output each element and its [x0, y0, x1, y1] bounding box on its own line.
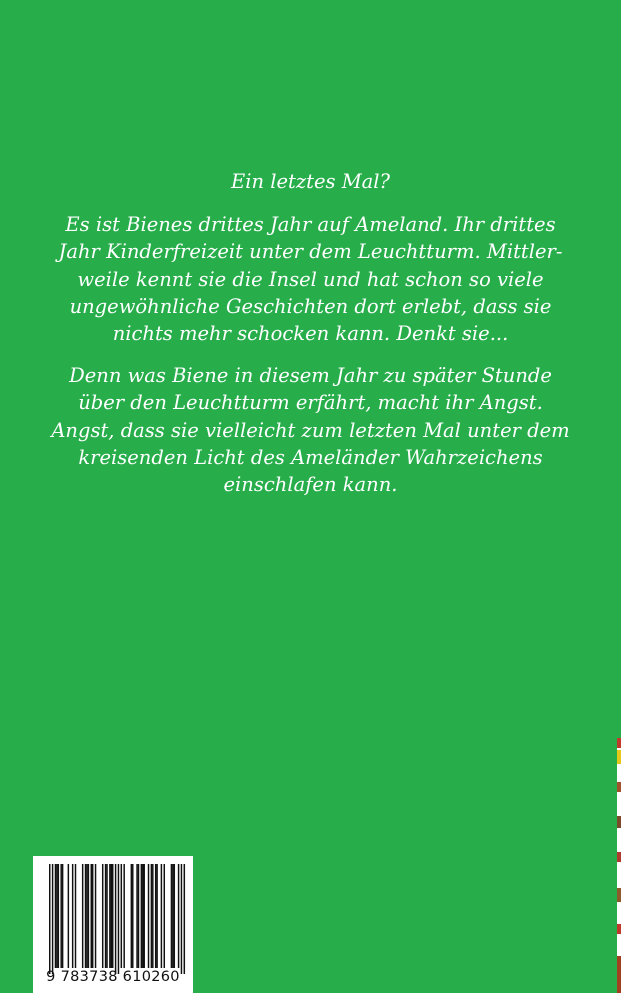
blurb-p1-line: Jahr Kinderfreizeit unter dem Leuchtturm. Mittler- [58, 240, 563, 264]
barcode-bar [56, 864, 57, 968]
blurb-p1-line: ungewöhnliche Geschichten dort erlebt, dass sie [69, 294, 552, 318]
barcode-bar [112, 864, 113, 968]
barcode-bar [58, 864, 59, 968]
blurb-p2-line: einschlafen kann. [223, 473, 398, 497]
barcode-bar [161, 864, 162, 968]
barcode-bar [156, 864, 157, 968]
blurb-p1-line: nichts mehr schocken kann. Denkt sie... [112, 322, 509, 346]
barcode-bar [102, 864, 103, 968]
barcode-bar [85, 864, 86, 968]
barcode-bar [75, 864, 76, 968]
barcode-bar [123, 864, 124, 968]
barcode-bar [92, 864, 93, 968]
barcode-bar [62, 864, 63, 968]
barcode-bar [68, 864, 69, 968]
barcode-bar [111, 864, 112, 968]
barcode-bar [152, 864, 153, 968]
barcode-bar [121, 864, 122, 968]
blurb-paragraph-2 [40, 362, 581, 498]
barcode-bar [88, 864, 89, 968]
barcode-bar [143, 864, 144, 968]
barcode-bar [109, 864, 110, 968]
blurb-p2-line: Denn was Biene in diesem Jahr zu später Stunde [69, 364, 552, 388]
barcode-bar [184, 864, 185, 974]
barcode-bar [174, 864, 175, 968]
barcode-bar [138, 864, 139, 968]
barcode-bar [142, 864, 143, 968]
blurb-heading: Ein letztes Mal? [231, 170, 390, 193]
blurb-p2-line: über den Leuchtturm erfährt, macht ihr Angst. [78, 391, 543, 415]
barcode-bar [60, 864, 61, 968]
barcode-bar [172, 864, 173, 968]
barcode-bar [86, 864, 87, 968]
blurb-p1-line: Es ist Bienes drittes Jahr auf Ameland. Ihr drittes [65, 213, 556, 237]
barcode-bar [171, 864, 172, 968]
blurb-p1-line: weile kennt sie die Insel und hat schon so viele [77, 267, 544, 291]
barcode-bar [95, 864, 96, 968]
blurb-paragraph-1 [40, 211, 581, 347]
blurb-p2-line: kreisenden Licht des Ameländer Wahrzeichens [78, 445, 543, 469]
barcode-bar [178, 864, 179, 968]
barcode-bar [131, 864, 132, 968]
barcode-bar [55, 864, 56, 968]
barcode-bar [106, 864, 107, 968]
isbn-number: 9 783738 610260 [46, 969, 180, 985]
barcode-bar [155, 864, 156, 968]
barcode-bar [49, 864, 50, 974]
barcode-bar [105, 864, 106, 968]
barcode-bar [82, 864, 83, 968]
barcode-bar [181, 864, 182, 974]
isbn-barcode [33, 856, 193, 993]
blurb-p2-line: Angst, dass sie vielleicht zum letzten Mal unter dem [51, 418, 570, 442]
back-cover-blurb [40, 168, 581, 513]
barcode-bar [118, 864, 119, 974]
barcode-bar [115, 864, 116, 974]
edge-color-strip [617, 738, 621, 993]
barcode-bar [141, 864, 142, 968]
barcode-bar [52, 864, 53, 974]
barcode-bar [136, 864, 137, 968]
barcode-bar [164, 864, 165, 968]
barcode-bar [91, 864, 92, 968]
barcode-bar [148, 864, 149, 968]
barcode-bar [72, 864, 73, 968]
barcode-bar [132, 864, 133, 968]
barcode-bar [151, 864, 152, 968]
